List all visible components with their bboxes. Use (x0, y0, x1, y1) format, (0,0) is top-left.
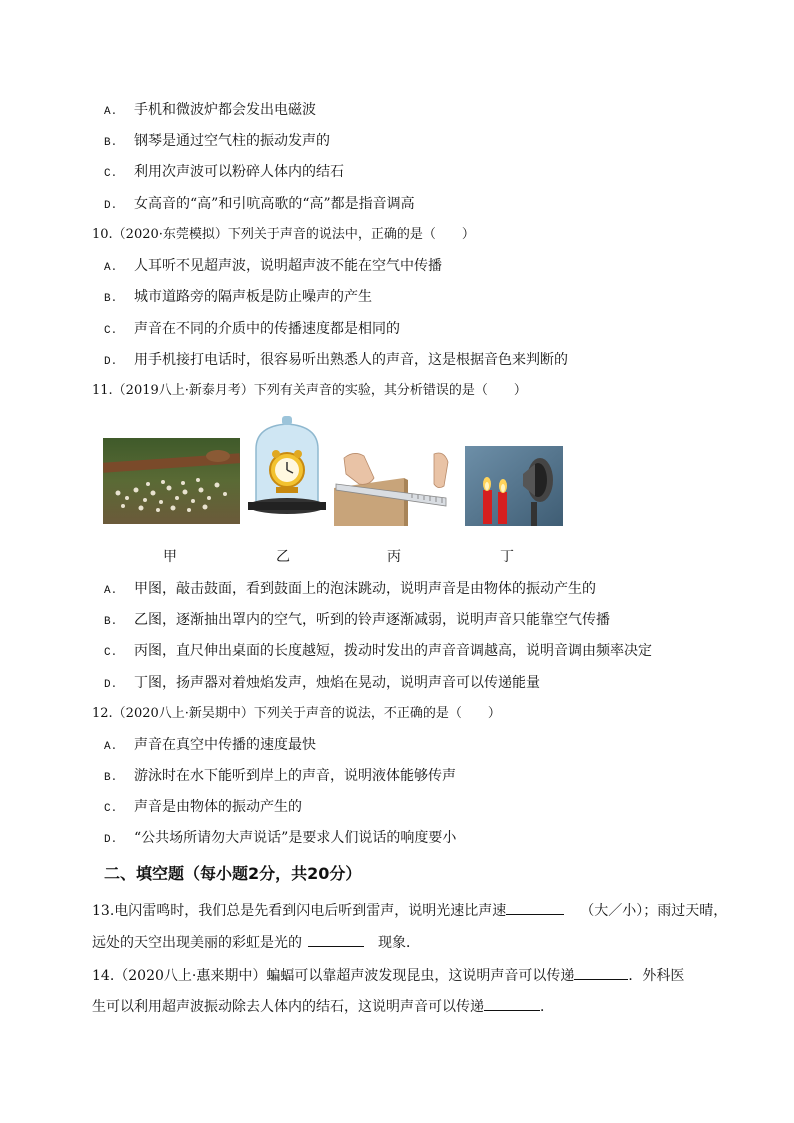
answer-blank[interactable] (506, 900, 564, 915)
option-text: 甲图，敲击鼓面，看到鼓面上的泡沫跳动，说明声音是由物体的振动产生的 (134, 581, 596, 597)
option-text: 女高音的“高”和引吭高歌的“高”都是指音调高 (134, 196, 415, 212)
q10-stem: 10.（2020·东莞模拟）下列关于声音的说法中，正确的是（ ） (92, 227, 475, 242)
option-text: 手机和微波炉都会发出电磁波 (134, 102, 316, 118)
q11-option-d (104, 673, 540, 695)
drum-foam-illustration (103, 438, 240, 524)
option-text: 利用次声波可以粉碎人体内的结石 (134, 164, 344, 180)
q13-text: 13.电闪雷鸣时，我们总是先看到闪电后听到雷声，说明光速比声速 (92, 903, 507, 919)
option-text: 钢琴是通过空气柱的振动发声的 (134, 133, 330, 149)
q9-option-c (104, 162, 344, 184)
q14-text: 14.（2020八上·惠来期中）蝙蝠可以靠超声波发现昆虫，这说明声音可以传递 (92, 968, 575, 984)
figure-bing-ruler (334, 448, 450, 526)
option-text: 游泳时在水下能听到岸上的声音，说明液体能够传声 (134, 768, 456, 784)
option-text: 人耳听不见超声波，说明超声波不能在空气中传播 (134, 258, 442, 274)
q11-option-b (104, 610, 610, 632)
q11-stem: 11.（2019八上·新泰月考）下列有关声音的实验，其分析错误的是（ ） (92, 383, 527, 398)
option-text: “公共场所请勿大声说话”是要求人们说话的响度要小 (134, 830, 457, 846)
q9-option-a (104, 100, 316, 122)
option-text: 声音是由物体的振动产生的 (134, 799, 302, 815)
caption-yi: 乙 (276, 549, 290, 565)
speaker-candle-illustration (465, 446, 563, 526)
option-letter: A. (104, 585, 118, 597)
q13-line2 (92, 932, 420, 953)
option-text: 城市道路旁的隔声板是防止噪声的产生 (134, 289, 372, 305)
option-text: 声音在不同的介质中的传播速度都是相同的 (134, 321, 400, 337)
q11-option-a (104, 579, 596, 601)
section-title: 二、填空题（每小题2分，共20分） (104, 864, 362, 883)
q12-option-a (104, 735, 316, 757)
option-text: 用手机接打电话时，很容易听出熟悉人的声音，这是根据音色来判断的 (134, 352, 568, 368)
option-letter: D. (104, 679, 118, 691)
figure-yi-bell-jar (246, 414, 328, 522)
option-letter: C. (104, 325, 118, 337)
q10-option-a (104, 256, 442, 278)
option-letter: C. (104, 803, 118, 815)
q13-text: （大／小）；雨过天晴， (580, 903, 728, 919)
q14-text: ． (540, 999, 554, 1015)
caption-ding: 丁 (500, 549, 514, 565)
option-letter: C. (104, 168, 118, 180)
q12-option-b (104, 766, 456, 788)
option-letter: D. (104, 834, 118, 846)
option-letter: B. (104, 616, 118, 628)
option-letter: A. (104, 106, 118, 118)
option-letter: C. (104, 647, 118, 659)
q13-text: 远处的天空出现美丽的彩虹是光的 (92, 935, 302, 951)
caption-bing: 丙 (387, 549, 401, 565)
q13-line1 (92, 900, 727, 921)
bell-jar-illustration (246, 414, 328, 522)
q14-text: ．外科医 (628, 968, 685, 984)
figure-ding-speaker-candles (465, 446, 563, 526)
option-letter: D. (104, 200, 118, 212)
q14-line1 (92, 965, 684, 986)
ruler-illustration (334, 448, 450, 526)
q10-option-c (104, 319, 400, 341)
q9-option-b (104, 131, 330, 153)
option-letter: B. (104, 772, 118, 784)
option-text: 声音在真空中传播的速度最快 (134, 737, 316, 753)
q11-option-c (104, 641, 652, 663)
q12-stem: 12.（2020八上·新吴期中）下列关于声音的说法，不正确的是（ ） (92, 706, 501, 721)
q10-option-b (104, 287, 372, 309)
q10-option-d (104, 350, 568, 372)
caption-jia: 甲 (163, 549, 177, 565)
option-text: 乙图，逐渐抽出罩内的空气，听到的铃声逐渐减弱，说明声音只能靠空气传播 (134, 612, 610, 628)
q13-text: 现象． (378, 935, 420, 951)
answer-blank[interactable] (308, 932, 364, 947)
option-letter: A. (104, 262, 118, 274)
option-letter: B. (104, 137, 118, 149)
q12-option-d (104, 828, 456, 850)
option-letter: B. (104, 293, 118, 305)
option-text: 丙图，直尺伸出桌面的长度越短，拨动时发出的声音音调越高，说明音调由频率决定 (134, 643, 652, 659)
q14-text: 生可以利用超声波振动除去人体内的结石，这说明声音可以传递 (92, 999, 484, 1015)
option-letter: D. (104, 356, 118, 368)
answer-blank[interactable] (574, 965, 628, 980)
answer-blank[interactable] (484, 996, 540, 1011)
option-text: 丁图，扬声器对着烛焰发声，烛焰在晃动，说明声音可以传递能量 (134, 675, 540, 691)
option-letter: A. (104, 741, 118, 753)
q9-option-d (104, 194, 415, 216)
q12-option-c (104, 797, 302, 819)
q14-line2 (92, 996, 554, 1017)
figure-jia-drum-foam (103, 438, 240, 524)
